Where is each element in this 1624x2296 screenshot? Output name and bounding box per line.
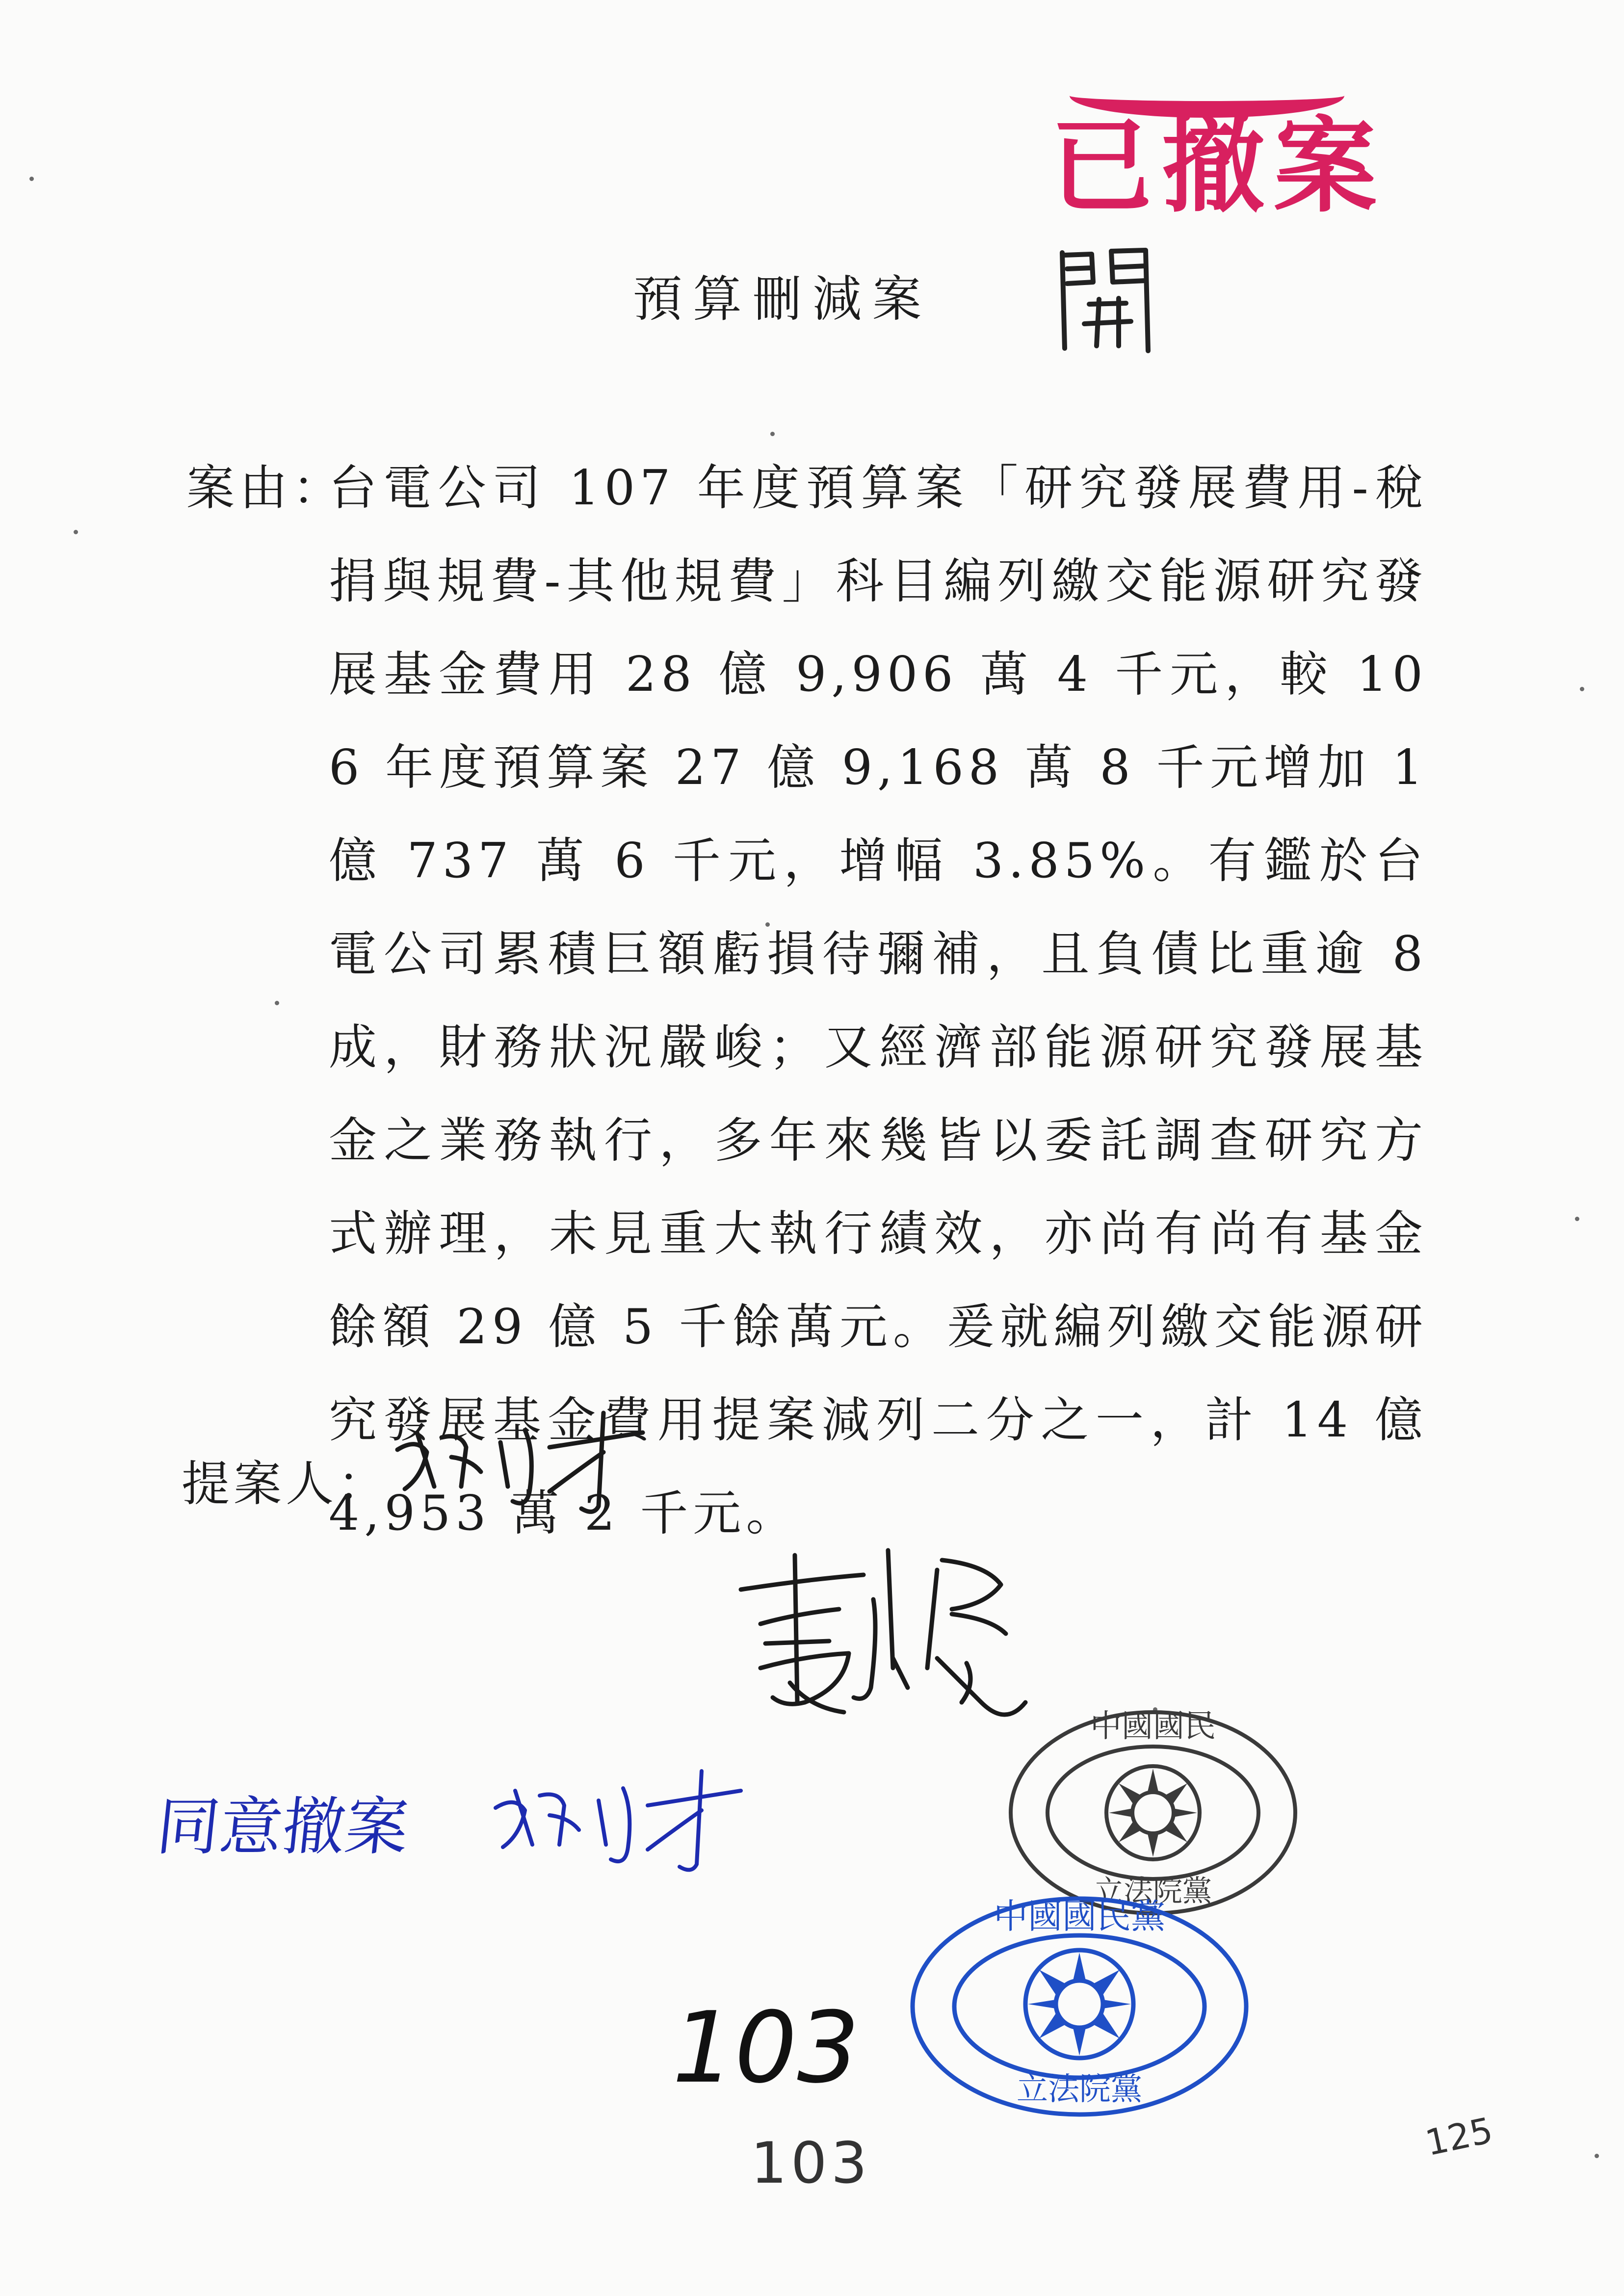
- seal-blue-bottom-text: 立法院黨: [1017, 2071, 1142, 2108]
- handwritten-number: 103: [672, 1991, 860, 2105]
- proposer-label: 提案人：: [182, 1456, 390, 1512]
- seal-grey-top-text: 中國國民: [1090, 1708, 1216, 1745]
- withdrawn-stamp: 已撤案: [1050, 106, 1386, 227]
- seal-legislative-caucus-blue: [908, 1894, 1251, 2119]
- seal-blue-top-text: 中國國民黨: [994, 1896, 1165, 1936]
- case-text: 台電公司 107 年度預算案「研究發展費用-稅捐與規費-其他規費」科目編列繳交能源研究發展基金費用 28 億 9,906 萬 4 千元，較 106 年度預算案 27 億 9,168 萬 8 千元增加 1 億 737 萬 6 千元，增幅 3.85%。有鑑於台電公司累積巨額虧損待彌補，且負債比重逾 8 成，財務狀況嚴峻；又經濟部能源研究發展基金之業務執行，多年來幾皆以委託調查研究方式辦理，未見重大執行績效，亦尚有尚有基金餘額 29 億 5 千餘萬元。爰就編列繳交能源研究發展基金費用提案減列二分之一，計 14 億 4,953 萬 2 千元。: [329, 460, 1448, 1541]
- page-number: 103: [751, 2130, 871, 2196]
- seal-grey-bottom-text: 立法院黨: [1094, 1874, 1212, 1908]
- corner-number: 125: [1421, 2109, 1496, 2164]
- case-label: 案由：: [186, 460, 346, 516]
- agree-note: [153, 1786, 413, 1869]
- agree-note-text: 同意撤案: [153, 1791, 412, 1864]
- seal-legislative-caucus-grey: [1006, 1707, 1300, 1918]
- title-handwritten-mark: [1050, 240, 1163, 358]
- agree-note-signature: [486, 1761, 760, 1879]
- proposer-signature: [388, 1403, 662, 1521]
- document-title: 預算刪減案: [633, 270, 932, 328]
